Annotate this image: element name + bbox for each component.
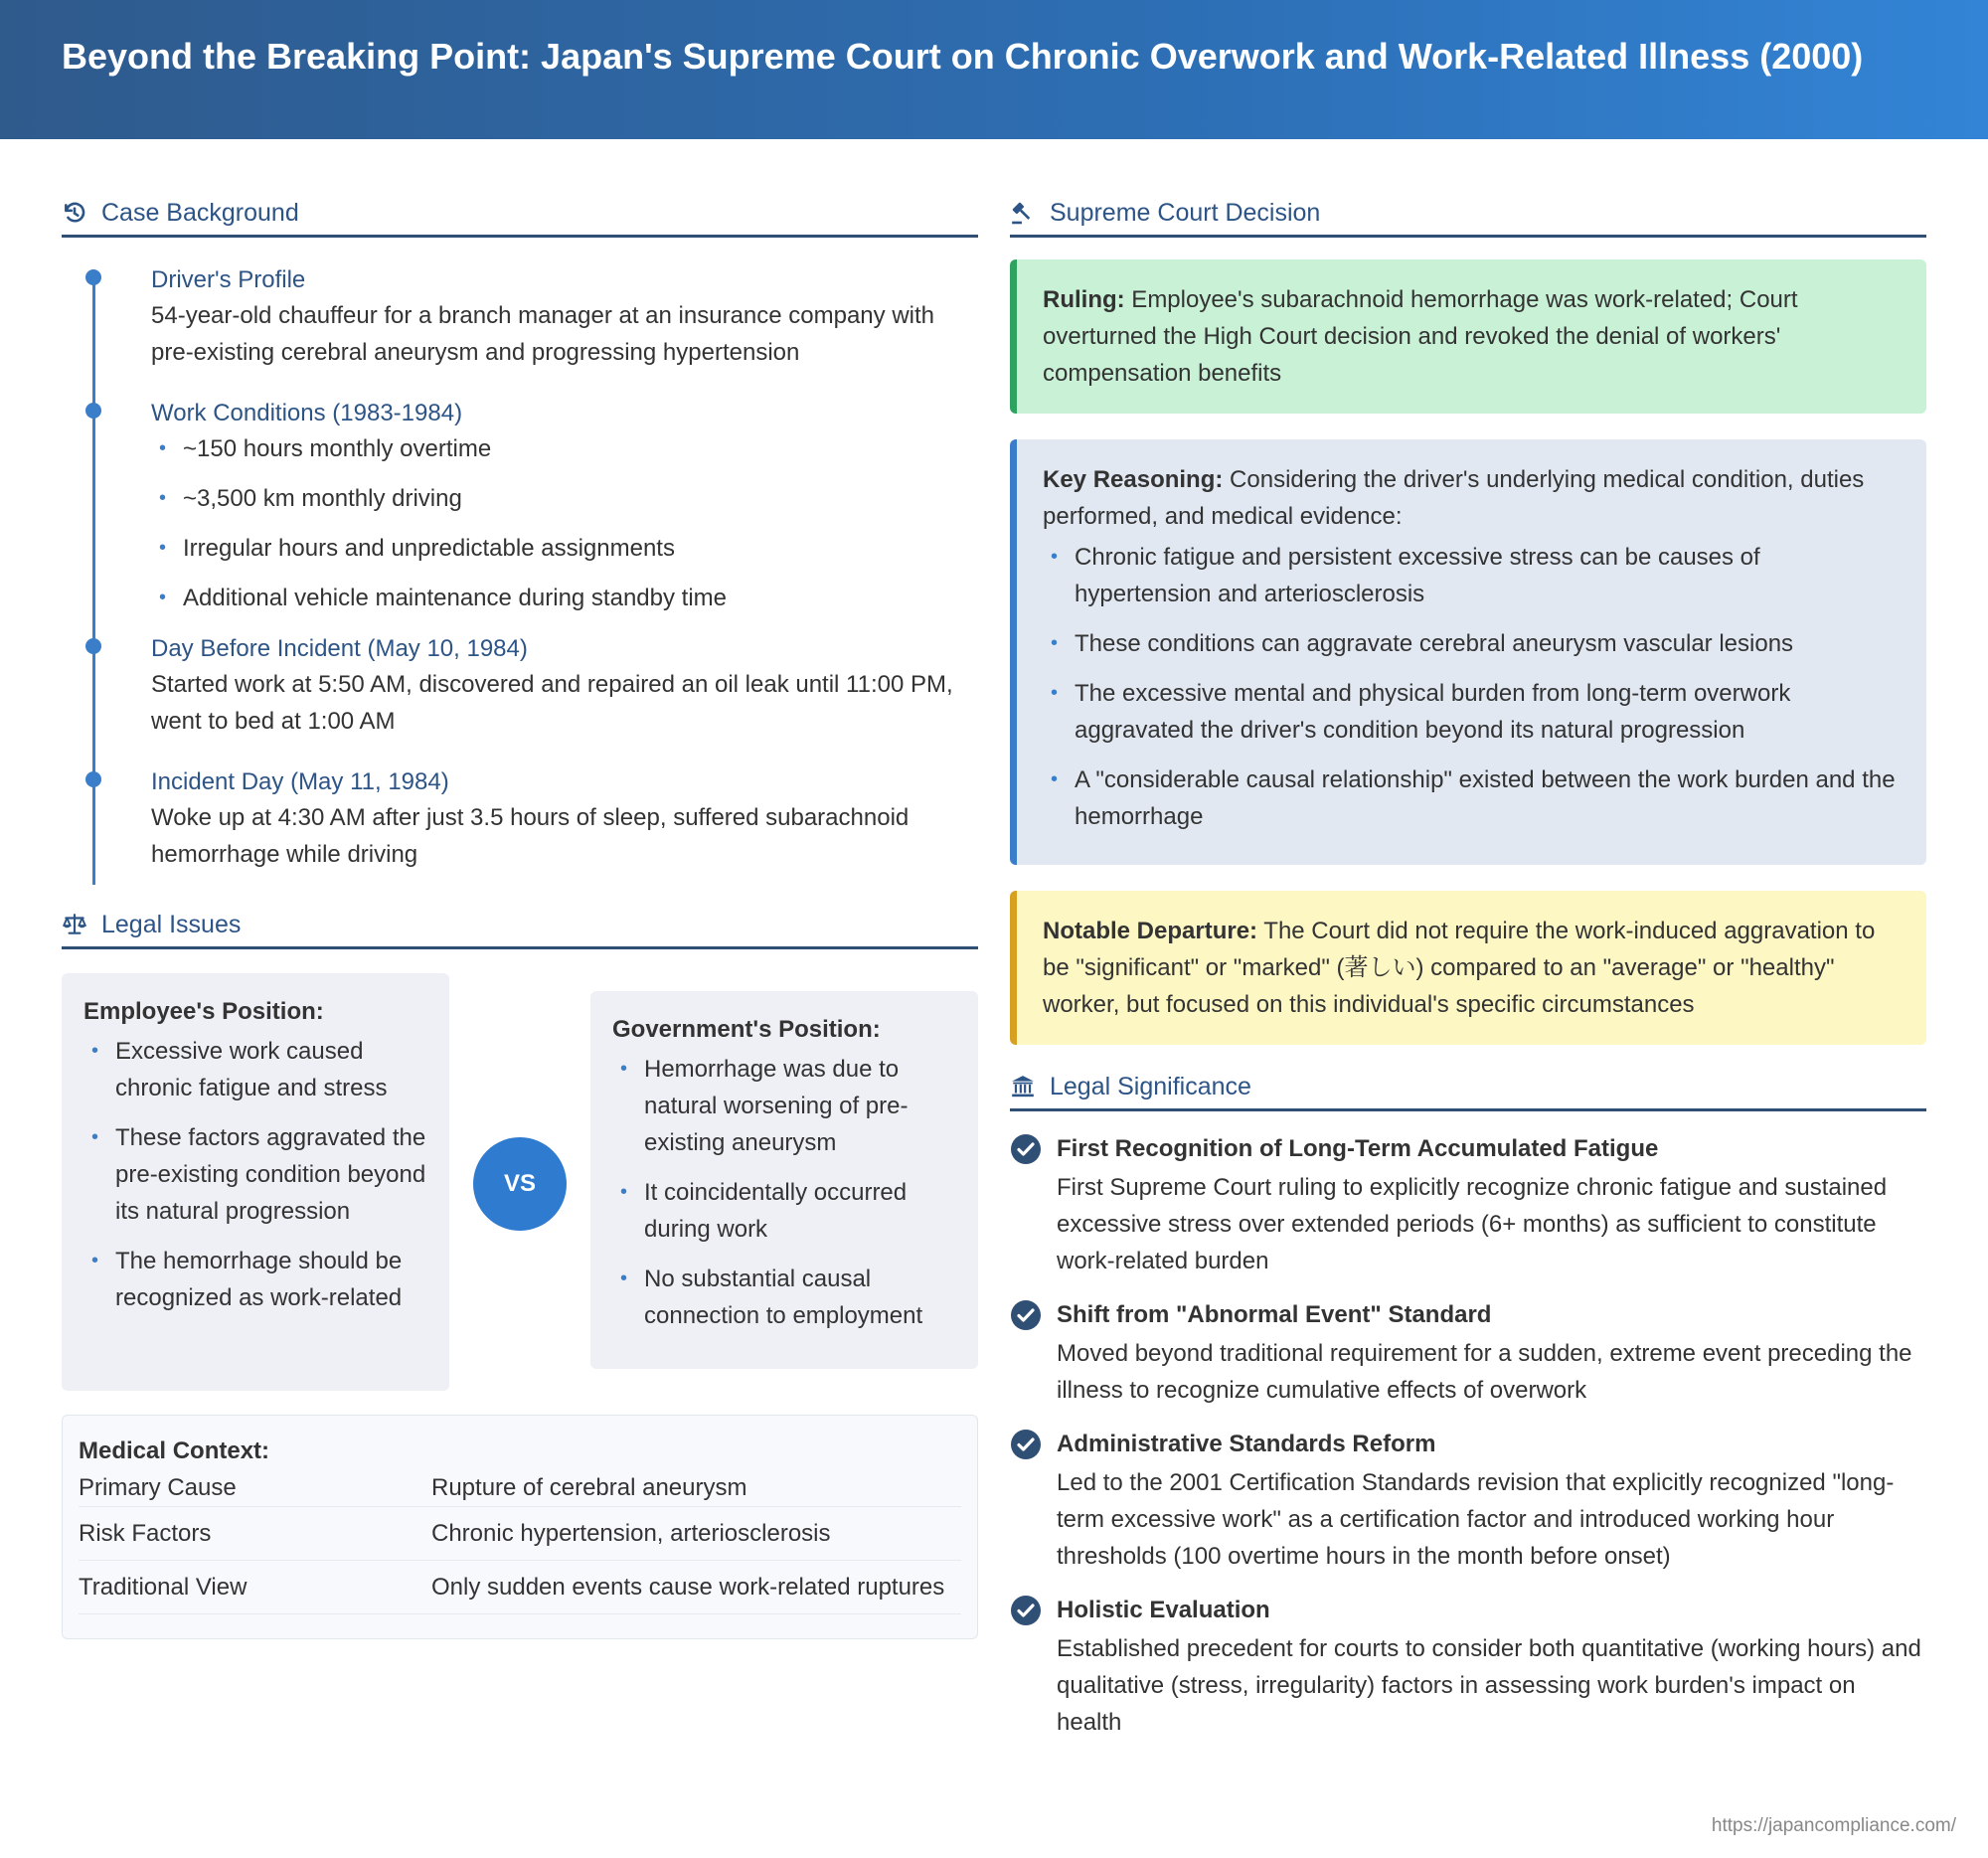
row-label: Primary Cause [79, 1473, 237, 1501]
card-title: Government's Position: [612, 1016, 881, 1043]
callout-label: Key Reasoning: [1043, 466, 1224, 493]
significance-text: Led to the 2001 Certification Standards revision that explicitly recognized "long-term excessive work" as a certification factor and introduced working hour thresholds (100 overtime hours in the month before onset) [1057, 1469, 1895, 1570]
significance-text: First Supreme Court ruling to explicitly recognize chronic fatigue and sustained excessive stress over extended periods (6+ months) as sufficient to constitute work-related burden [1057, 1174, 1888, 1274]
page-header [0, 0, 1988, 139]
employee-position-list [83, 1033, 427, 1316]
list-item: • Irregular hours and unpredictable assignments [151, 530, 978, 567]
section-title: Supreme Court Decision [1050, 198, 1321, 227]
significance-item [1010, 1131, 1926, 1279]
list-item: • The hemorrhage should be recognized as work-related [83, 1243, 427, 1316]
callout-text: The Court did not require the work-induced aggravation to be "significant" or "marked" (著しい) compared to an "average" or "healthy" worker, but focused on this individual's specific circumstances [1043, 918, 1876, 1018]
significance-item [1010, 1593, 1926, 1741]
check-circle-icon [1010, 1133, 1042, 1165]
list-item: • These conditions can aggravate cerebral aneurysm vascular lesions [1043, 625, 1897, 662]
list-item: • Chronic fatigue and persistent excessive stress can be causes of hypertension and arteriosclerosis [1043, 539, 1897, 612]
check-circle-icon [1010, 1429, 1042, 1460]
list-item: • It coincidentally occurred during work [612, 1174, 956, 1248]
list-item: • Additional vehicle maintenance during standby time [151, 580, 978, 616]
timeline-dot [85, 771, 101, 787]
row-value: Chronic hypertension, arteriosclerosis [431, 1519, 831, 1547]
table-row [79, 1507, 961, 1561]
significance-title: Administrative Standards Reform [1057, 1431, 1436, 1457]
table-row [79, 1561, 961, 1614]
gavel-icon [1010, 200, 1036, 226]
callout-label: Notable Departure: [1043, 918, 1258, 944]
timeline-title: Incident Day (May 11, 1984) [151, 768, 449, 795]
timeline-text: Woke up at 4:30 AM after just 3.5 hours of sleep, suffered subarachnoid hemorrhage while driving [151, 804, 910, 868]
significance-text: Moved beyond traditional requirement for a sudden, extreme event preceding the illness to recognize cumulative effects of overwork [1057, 1340, 1912, 1404]
scales-icon [62, 912, 87, 937]
significance-title: Holistic Evaluation [1057, 1597, 1270, 1623]
callout-text: Considering the driver's underlying medical condition, duties performed, and medical evidence: [1043, 466, 1865, 530]
callout-text: Employee's subarachnoid hemorrhage was work-related; Court overturned the High Court decision and revoked the denial of workers' compensation benefits [1043, 286, 1798, 387]
table-title: Medical Context: [79, 1437, 270, 1464]
government-position-list [612, 1051, 956, 1334]
timeline-item-profile [151, 263, 978, 371]
history-icon [62, 200, 87, 226]
work-conditions-list [151, 430, 978, 616]
notable-departure-callout [1010, 891, 1926, 1045]
medical-context-table [62, 1415, 978, 1639]
section-title: Legal Issues [101, 910, 242, 938]
timeline-text: 54-year-old chauffeur for a branch manager at an insurance company with pre-existing cerebral aneurysm and progressing hypertension [151, 302, 935, 366]
timeline-dot [85, 269, 101, 285]
check-circle-icon [1010, 1299, 1042, 1331]
section-title: Legal Significance [1050, 1072, 1251, 1100]
list-item: • No substantial causal connection to employment [612, 1261, 956, 1334]
timeline-line [92, 271, 95, 885]
check-circle-icon [1010, 1595, 1042, 1626]
case-timeline [62, 263, 978, 873]
significance-list [1010, 1131, 1926, 1741]
timeline-title: Driver's Profile [151, 266, 306, 293]
footer-url[interactable]: https://japancompliance.com/ [1711, 1815, 1956, 1836]
employee-position-card [62, 973, 449, 1391]
key-reasoning-callout [1010, 439, 1926, 865]
significance-title: Shift from "Abnormal Event" Standard [1057, 1301, 1492, 1328]
ruling-callout [1010, 259, 1926, 414]
timeline-item-incident [151, 765, 978, 873]
list-item: • Hemorrhage was due to natural worsening of pre-existing aneurysm [612, 1051, 956, 1161]
card-title: Employee's Position: [83, 998, 324, 1025]
right-column [1010, 195, 1926, 1759]
legal-significance-heading [1010, 1069, 1926, 1111]
page-title: Beyond the Breaking Point: Japan's Supreme Court on Chronic Overwork and Work-Related Illness (2000) [62, 36, 1864, 77]
list-item: • A "considerable causal relationship" existed between the work burden and the hemorrhage [1043, 761, 1897, 835]
row-label: Traditional View [79, 1573, 248, 1601]
timeline-title: Work Conditions (1983-1984) [151, 400, 463, 426]
vs-badge: VS [473, 1137, 567, 1231]
callout-label: Ruling: [1043, 286, 1125, 313]
timeline-dot [85, 638, 101, 654]
list-item: • ~150 hours monthly overtime [151, 430, 978, 467]
courthouse-icon [1010, 1074, 1036, 1099]
significance-item [1010, 1297, 1926, 1409]
timeline-item-work [151, 397, 978, 616]
government-position-card [590, 991, 978, 1369]
list-item: • ~3,500 km monthly driving [151, 480, 978, 517]
row-value: Rupture of cerebral aneurysm [431, 1473, 747, 1501]
table-row [79, 1469, 961, 1507]
list-item: • These factors aggravated the pre-existing condition beyond its natural progression [83, 1119, 427, 1230]
significance-item [1010, 1427, 1926, 1575]
section-title: Case Background [101, 198, 299, 227]
left-column [62, 195, 978, 1639]
row-label: Risk Factors [79, 1519, 212, 1547]
significance-text: Established precedent for courts to consider both quantitative (working hours) and qualitative (stress, irregularity) factors in assessing work burden's impact on health [1057, 1635, 1921, 1736]
timeline-dot [85, 403, 101, 419]
list-item: • Excessive work caused chronic fatigue and stress [83, 1033, 427, 1106]
case-background-heading [62, 195, 978, 238]
timeline-item-day-before [151, 632, 978, 740]
significance-title: First Recognition of Long-Term Accumulated Fatigue [1057, 1135, 1659, 1162]
timeline-text: Started work at 5:50 AM, discovered and repaired an oil leak until 11:00 PM, went to bed at 1:00 AM [151, 671, 953, 735]
list-item: • The excessive mental and physical burden from long-term overwork aggravated the driver's condition beyond its natural progression [1043, 675, 1897, 749]
reasoning-list [1043, 539, 1897, 835]
legal-issues-heading [62, 907, 978, 949]
row-value: Only sudden events cause work-related ruptures [431, 1573, 945, 1601]
supreme-court-decision-heading [1010, 195, 1926, 238]
timeline-title: Day Before Incident (May 10, 1984) [151, 635, 528, 662]
legal-issues-comparison [62, 973, 978, 1391]
